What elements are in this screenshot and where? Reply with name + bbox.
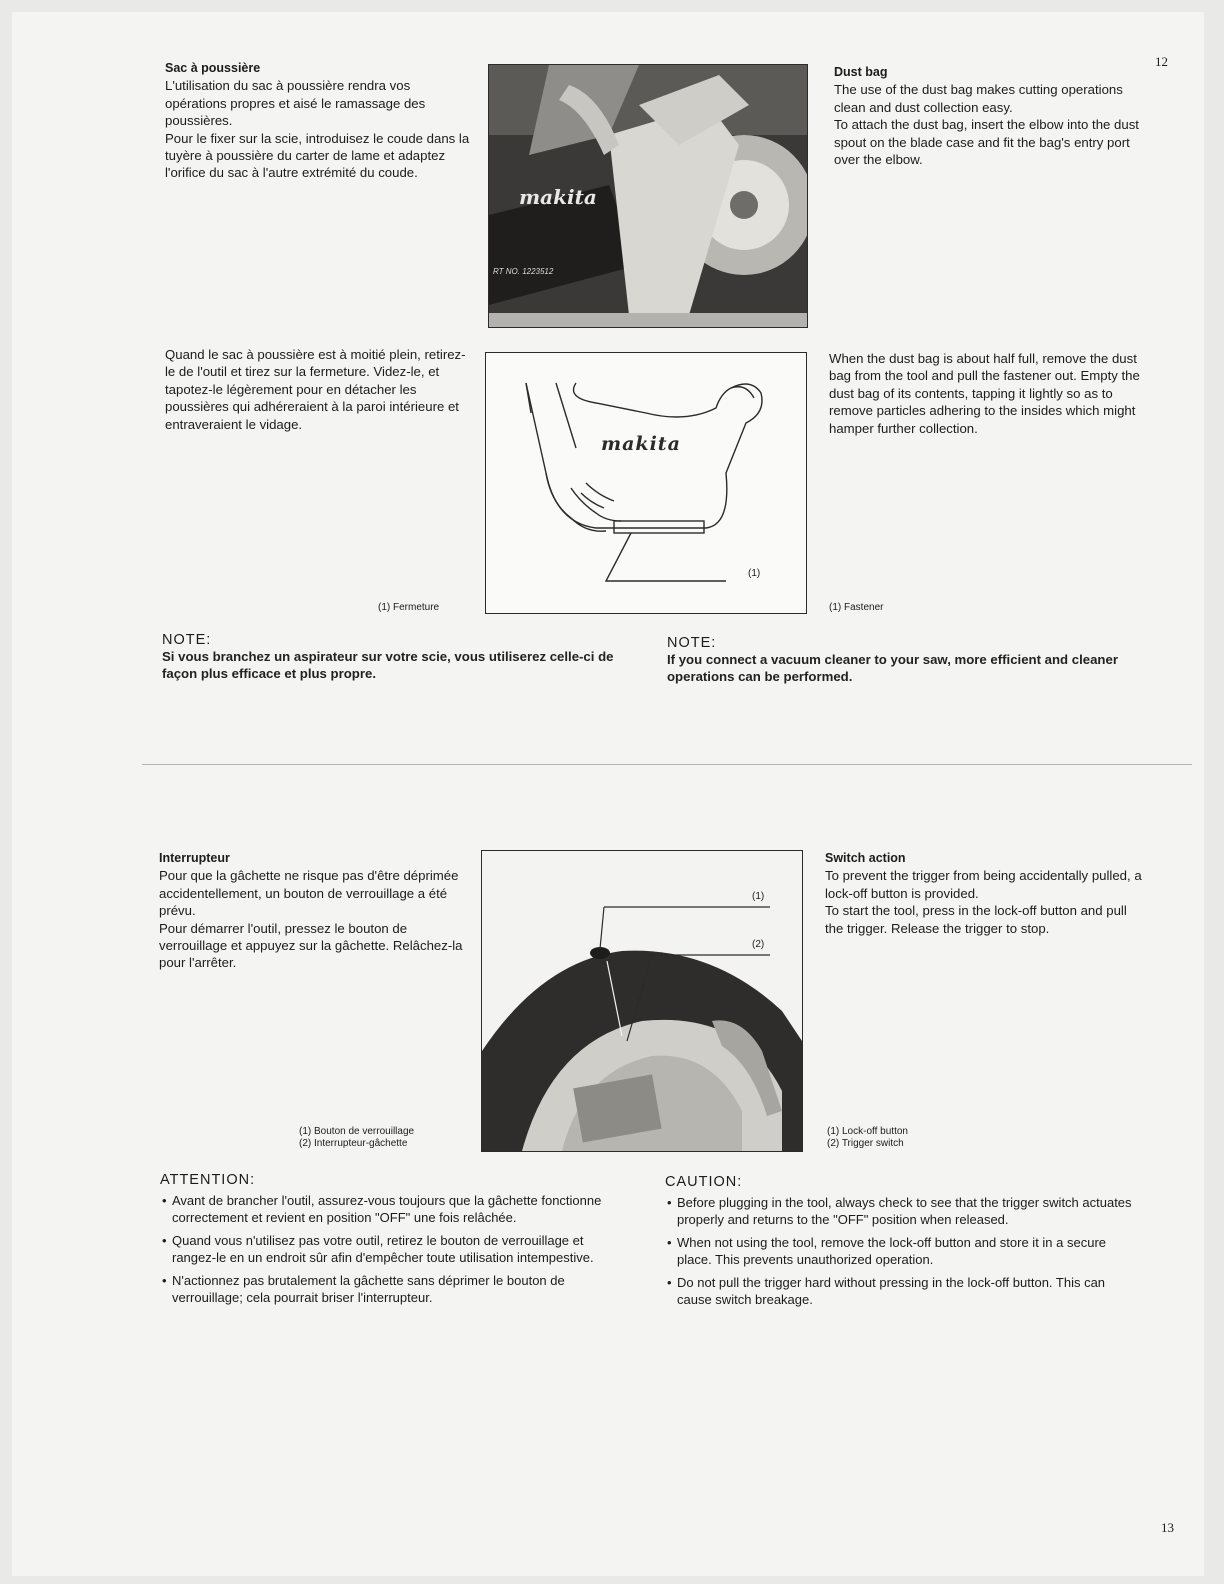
dust-bag-photo [488, 64, 808, 328]
fr-switch-captions [299, 1126, 414, 1150]
fr-dust-bag-section [165, 60, 470, 182]
fr-note-text: Si vous branchez un aspirateur sur votre scie, vous utiliserez celle-ci de façon plus efficace et plus propre. [162, 649, 614, 681]
fr-trigger-caption: (2) Interrupteur-gâchette [299, 1138, 408, 1149]
fr-dust-bag-paragraph-1: L'utilisation du sac à poussière rendra vos opérations propres et aisé le ramassage des poussières. [165, 78, 426, 129]
en-note-title: NOTE: [667, 635, 717, 651]
en-note-text: If you connect a vacuum cleaner to your saw, more efficient and cleaner operations can be performed. [667, 652, 1118, 684]
manual-page [12, 12, 1204, 1576]
en-caution-item-1: • Before plugging in the tool, always check to see that the trigger switch actuates properly and returns to the "OFF" position when released. [665, 1194, 1133, 1228]
fr-attention-list [160, 1192, 628, 1306]
makita-logo-photo: makita [519, 185, 597, 209]
en-empty-bag-text: When the dust bag is about half full, remove the dust bag from the tool and pull the fastener out. Empty the dust bag of its contents, tapping it lightly so as to remove particles adhering to the insides which might hamper further collection. [829, 351, 1140, 436]
en-fastener-caption: (1) Fastener [829, 602, 884, 613]
en-dust-bag-title: Dust bag [834, 65, 888, 79]
section-divider [142, 764, 1192, 765]
en-switch-paragraph-1: To prevent the trigger from being accidentally pulled, a lock-off button is provided. [825, 868, 1142, 901]
en-switch-section [825, 850, 1143, 937]
page-number-top: 12 [1155, 54, 1168, 69]
en-dust-bag-paragraph-1: The use of the dust bag makes cutting operations clean and dust collection easy. [834, 82, 1123, 115]
dust-bag-figure [485, 352, 807, 614]
fr-empty-bag-text: Quand le sac à poussière est à moitié plein, retirez-le de l'outil et tirez sur la fermeture. Videz-le, et tapotez-le légèrement pour en détacher les poussières qui adhéreraient à la paroi intérieure et entraveraient le vidage. [165, 347, 466, 432]
fr-switch-paragraph-2: Pour démarrer l'outil, pressez le bouton de verrouillage et appuyez sur la gâchette. Relâchez-la pour l'arrêter. [159, 920, 463, 971]
en-caution-item-3: • Do not pull the trigger hard without pressing in the lock-off button. This can cause switch breakage. [665, 1274, 1133, 1308]
fr-fastener-caption: (1) Fermeture [378, 602, 440, 613]
part-number-label: RT NO. 1223512 [493, 267, 554, 276]
fr-attention-item-2: • Quand vous n'utilisez pas votre outil, retirez le bouton de verrouillage et rangez-le en un endroit sûr afin d'empêcher toute utilisation intempestive. [160, 1232, 628, 1266]
trigger-callout: (2) [752, 939, 765, 950]
fr-switch-section [159, 850, 464, 972]
en-switch-title: Switch action [825, 851, 906, 865]
fastener-callout: (1) [748, 568, 761, 579]
lock-off-callout: (1) [752, 891, 765, 902]
fr-attention-title: ATTENTION: [160, 1172, 256, 1188]
fr-note [162, 632, 632, 682]
en-caution-list [665, 1194, 1133, 1308]
fr-switch-title: Interrupteur [159, 851, 230, 865]
en-switch-paragraph-2: To start the tool, press in the lock-off button and pull the trigger. Release the trigger to stop. [825, 903, 1127, 936]
makita-logo-figure: makita [601, 433, 681, 455]
fr-dust-bag-title: Sac à poussière [165, 61, 261, 75]
en-lock-off-caption: (1) Lock-off button [827, 1126, 908, 1137]
en-caution-title: CAUTION: [665, 1174, 743, 1190]
en-caution-item-2: • When not using the tool, remove the lock-off button and store it in a secure place. This prevents unauthorized operation. [665, 1234, 1133, 1268]
en-caution [665, 1174, 1133, 1314]
fr-lock-off-caption: (1) Bouton de verrouillage [299, 1126, 415, 1137]
fr-dust-bag-paragraph-2: Pour le fixer sur la scie, introduisez le coude dans la tuyère à poussière du carter de lame et adaptez l'orifice du sac à l'autre extrémité du coude. [165, 130, 470, 181]
fr-attention-item-3: • N'actionnez pas brutalement la gâchette sans déprimer le bouton de verrouillage; cela pourrait briser l'interrupteur. [160, 1272, 628, 1306]
fr-switch-paragraph-1: Pour que la gâchette ne risque pas d'être déprimée accidentellement, un bouton de verrouillage a été prévu. [159, 868, 459, 919]
switch-photo [481, 850, 803, 1152]
en-dust-bag-paragraph-2: To attach the dust bag, insert the elbow into the dust spout on the blade case and fit the bag's entry port over the elbow. [834, 117, 1139, 168]
page-number-bottom: 13 [1161, 1520, 1174, 1535]
fr-attention-item-1: • Avant de brancher l'outil, assurez-vous toujours que la gâchette fonctionne correctement et revient en position "OFF" une fois relâchée. [160, 1192, 628, 1226]
en-dust-bag-section [834, 64, 1146, 168]
fr-note-title: NOTE: [162, 632, 212, 648]
fr-attention [160, 1172, 628, 1312]
en-note [667, 635, 1137, 685]
en-trigger-caption: (2) Trigger switch [827, 1138, 904, 1149]
en-switch-captions [827, 1126, 908, 1150]
